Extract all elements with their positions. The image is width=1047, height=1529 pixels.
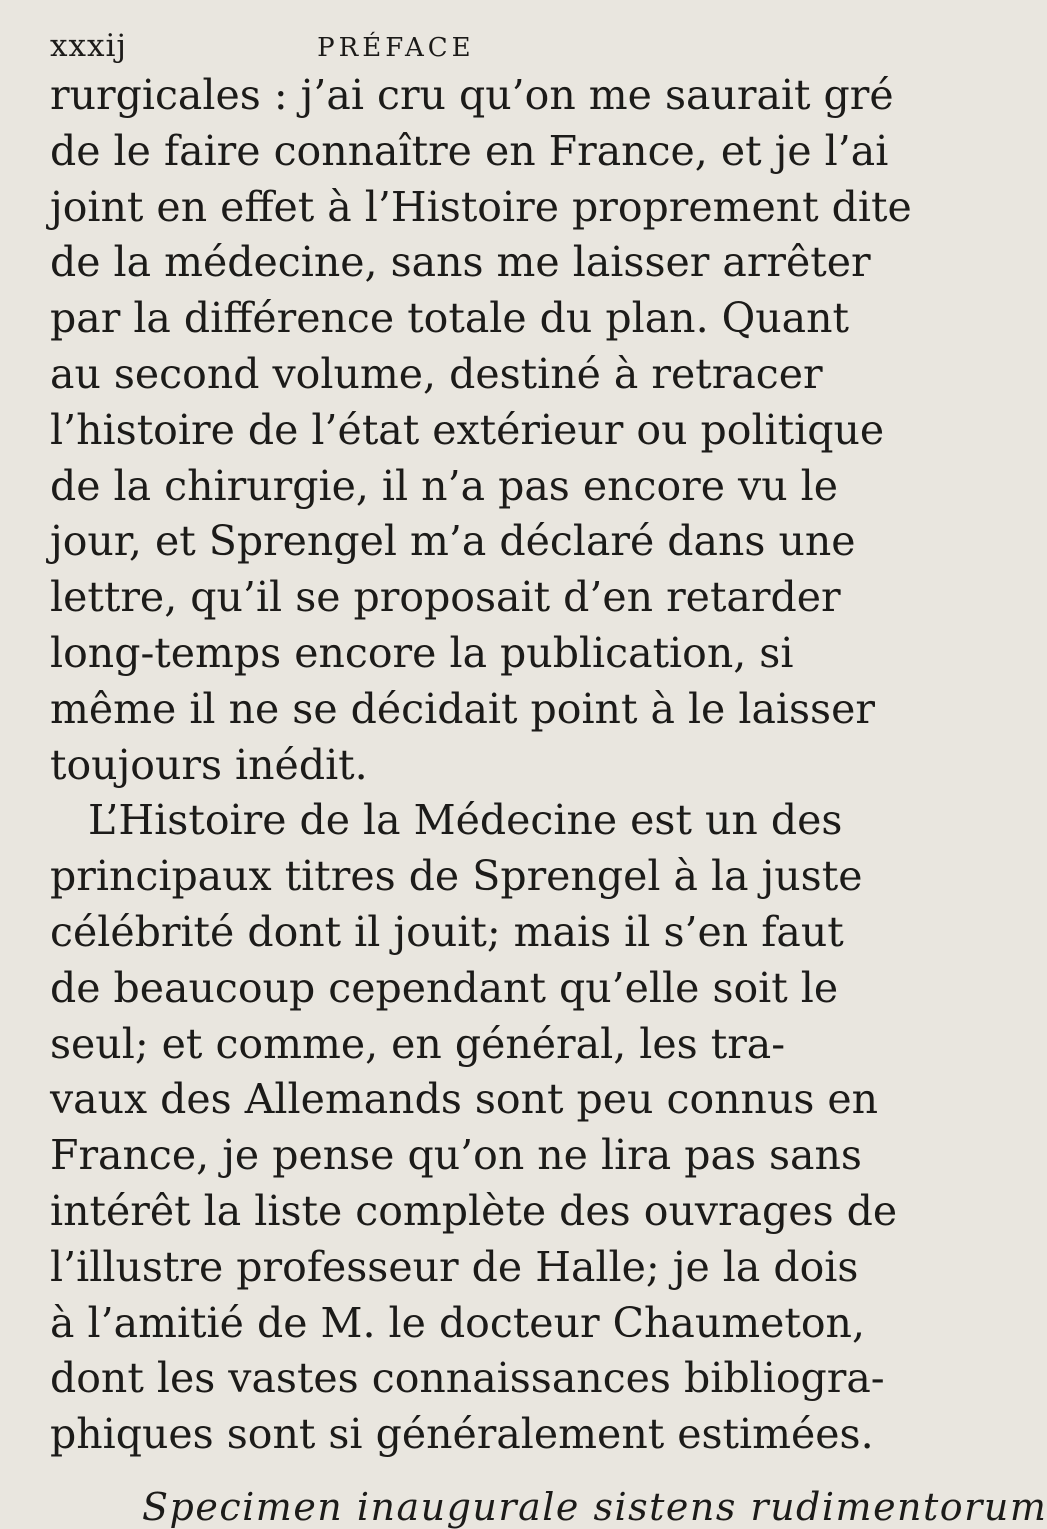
- running-title: PRÉFACE: [317, 33, 475, 63]
- text-line: joint en effet à l’Histoire proprement dite: [50, 182, 912, 231]
- text-line: de le faire connaître en France, et je l’ai: [50, 126, 889, 175]
- paragraph-end-line: toujours inédit.: [50, 740, 368, 789]
- text-line: long-temps encore la publication, si: [50, 628, 794, 677]
- body-text: [50, 68, 912, 1463]
- catchword: Specimen inaugurale sistens rudimentorum: [142, 1484, 1047, 1529]
- text-line: vaux des Allemands sont peu connus en: [50, 1075, 879, 1124]
- text-line: de la chirurgie, il n’a pas encore vu le: [50, 461, 839, 510]
- text-line: intérêt la liste complète des ouvrages de: [50, 1186, 898, 1235]
- page-number: xxxij: [50, 28, 127, 64]
- text-line: principaux titres de Sprengel à la juste: [50, 852, 863, 901]
- paragraph-start-line: L’Histoire de la Médecine est un des: [88, 796, 843, 845]
- text-line: par la différence totale du plan. Quant: [50, 294, 849, 343]
- text-line: seul; et comme, en général, les tra-: [50, 1019, 786, 1068]
- text-line: jour, et Sprengel m’a déclaré dans une: [50, 517, 856, 566]
- paragraph-end-line: phiques sont si généralement estimées.: [50, 1410, 874, 1459]
- text-line: même il ne se décidait point à le laisser: [50, 684, 875, 733]
- text-line: de beaucoup cependant qu’elle soit le: [50, 963, 839, 1012]
- text-line: lettre, qu’il se proposait d’en retarder: [50, 573, 841, 622]
- text-line: France, je pense qu’on ne lira pas sans: [50, 1131, 862, 1180]
- text-line: l’histoire de l’état extérieur ou politique: [50, 405, 885, 454]
- text-line: à l’amitié de M. le docteur Chaumeton,: [50, 1298, 865, 1347]
- text-line: célébrité dont il jouit; mais il s’en faut: [50, 907, 844, 956]
- running-head: [50, 22, 778, 68]
- text-line: au second volume, destiné à retracer: [50, 349, 823, 398]
- text-line: l’illustre professeur de Halle; je la dois: [50, 1242, 859, 1291]
- text-line: de la médecine, sans me laisser arrêter: [50, 238, 871, 287]
- text-line: rurgicales : j’ai cru qu’on me saurait gré: [50, 71, 894, 119]
- text-line: dont les vastes connaissances bibliogra-: [50, 1354, 885, 1403]
